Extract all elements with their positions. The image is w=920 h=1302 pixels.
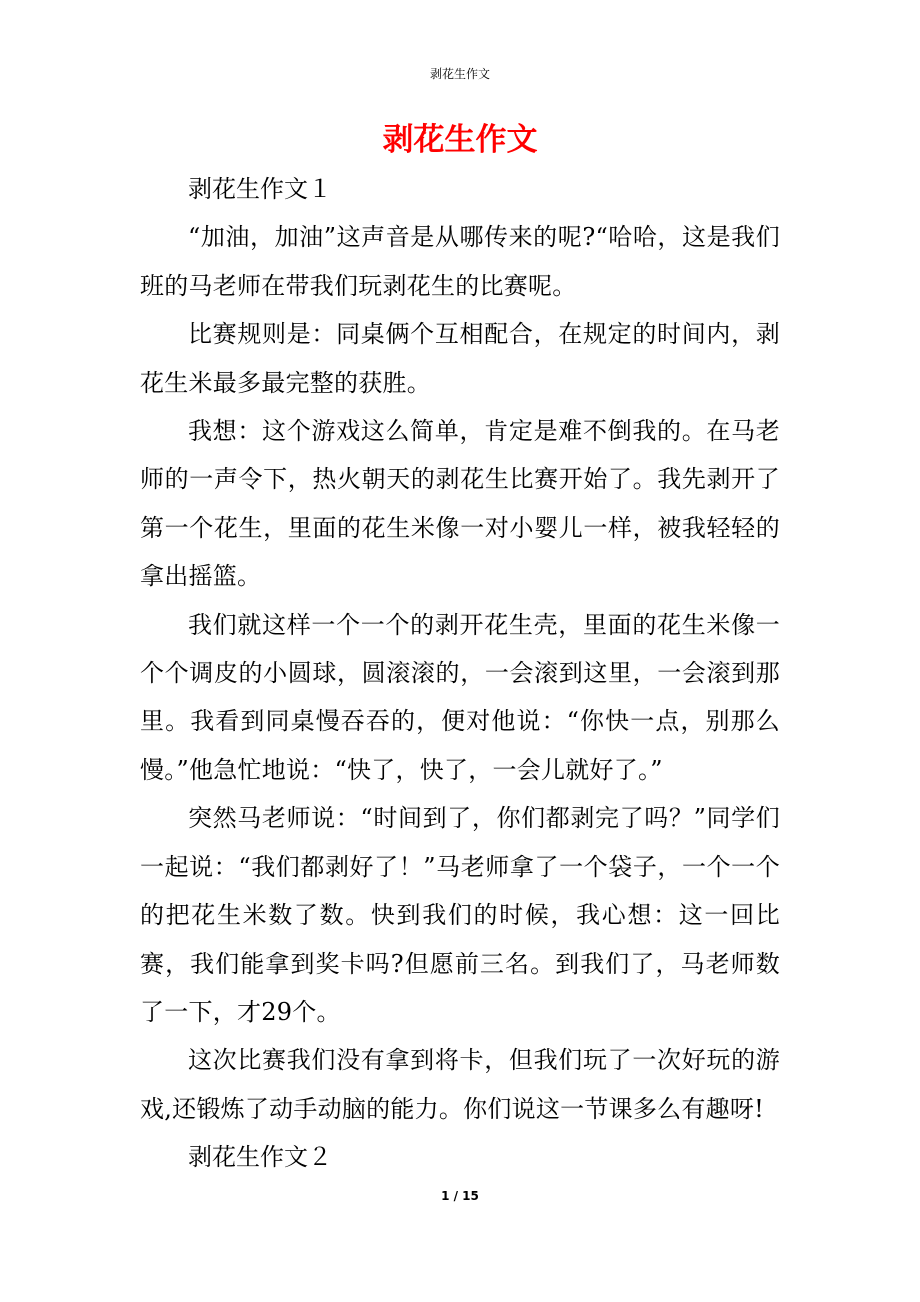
paragraph: 这次比赛我们没有拿到将卡，但我们玩了一次好玩的游戏,还锻炼了动手动脑的能力。你们说这一节课多么有趣呀!	[140, 1046, 780, 1123]
paragraph: “加油，加油”这声音是从哪传来的呢?“哈哈，这是我们班的马老师在带我们玩剥花生的比赛呢。	[140, 223, 780, 300]
paragraph: 比赛规则是：同桌俩个互相配合，在规定的时间内，剥花生米最多最完整的获胜。	[140, 320, 780, 397]
paragraph: 我想：这个游戏这么简单，肯定是难不倒我的。在马老师的一声令下，热火朝天的剥花生比赛开始了。我先剥开了第一个花生，里面的花生米像一对小婴儿一样，被我轻轻的拿出摇篮。	[140, 417, 780, 591]
paragraph: 我们就这样一个一个的剥开花生壳，里面的花生米像一个个调皮的小圆球，圆滚滚的，一会滚到这里，一会滚到那里。我看到同桌慢吞吞的，便对他说：“你快一点，别那么慢。”他急忙地说：“快了，快了，一会儿就好了。”	[140, 610, 780, 784]
paragraph: 突然马老师说：“时间到了，你们都剥完了吗？”同学们一起说：“我们都剥好了！”马老师拿了一个袋子，一个一个的把花生米数了数。快到我们的时候，我心想：这一回比赛，我们能拿到奖卡吗?但愿前三名。到我们了，马老师数了一下，才29个。	[140, 804, 780, 1026]
section-heading: 剥花生作文２	[188, 1143, 332, 1172]
section-heading: 剥花生作文１	[188, 175, 332, 203]
running-header: 剥花生作文	[429, 67, 490, 81]
document-title: 剥花生作文	[382, 122, 538, 158]
page-number: 1 / 15	[441, 1189, 479, 1203]
document-body	[140, 165, 780, 1182]
